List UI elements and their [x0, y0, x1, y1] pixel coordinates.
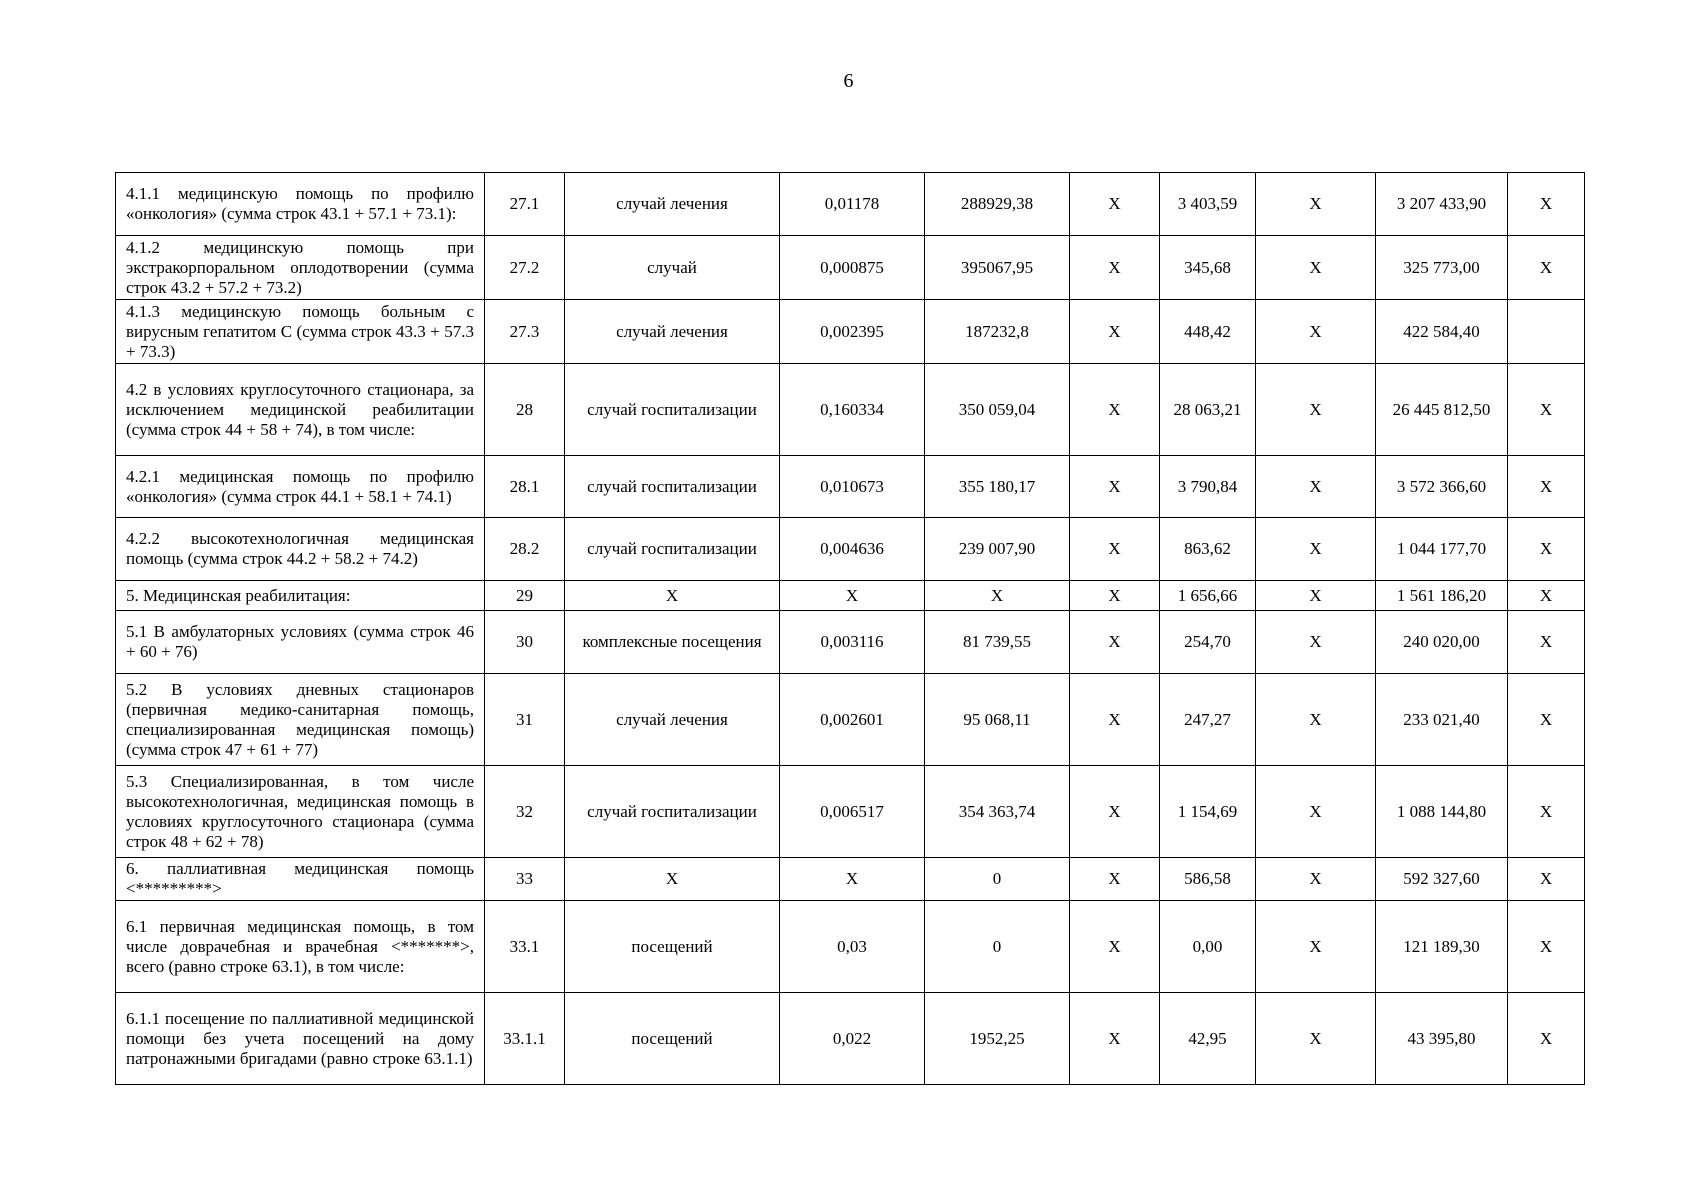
row-unit: X [565, 581, 780, 611]
row-name: 4.2.2 высокотехнологичная медицинская помощь (сумма строк 44.2 + 58.2 + 74.2) [116, 518, 485, 581]
row-name: 4.2.1 медицинская помощь по профилю «онкология» (сумма строк 44.1 + 58.1 + 74.1) [116, 456, 485, 518]
table-row [116, 236, 1585, 300]
row-col10: X [1508, 173, 1585, 236]
row-col6: X [1070, 611, 1160, 674]
row-col6: X [1070, 518, 1160, 581]
row-cost: 95 068,11 [925, 674, 1070, 766]
row-col9: 43 395,80 [1376, 993, 1508, 1085]
row-code: 28.1 [485, 456, 565, 518]
row-col7: 345,68 [1160, 236, 1256, 300]
table-row [116, 858, 1585, 901]
row-col8: X [1256, 518, 1376, 581]
row-cost: 288929,38 [925, 173, 1070, 236]
row-col8: X [1256, 901, 1376, 993]
row-cost: 350 059,04 [925, 364, 1070, 456]
row-unit: случай госпитализации [565, 364, 780, 456]
row-cost: 1952,25 [925, 993, 1070, 1085]
row-name: 4.1.3 медицинскую помощь больным с вирусным гепатитом С (сумма строк 43.3 + 57.3 + 73.3) [116, 300, 485, 364]
row-col9: 121 189,30 [1376, 901, 1508, 993]
row-col6: X [1070, 456, 1160, 518]
row-unit: случай лечения [565, 173, 780, 236]
row-col9: 240 020,00 [1376, 611, 1508, 674]
row-col8: X [1256, 858, 1376, 901]
row-unit: случай госпитализации [565, 766, 780, 858]
row-volume: X [780, 858, 925, 901]
row-col8: X [1256, 300, 1376, 364]
row-col6: X [1070, 993, 1160, 1085]
row-col8: X [1256, 766, 1376, 858]
row-col6: X [1070, 581, 1160, 611]
row-volume: 0,160334 [780, 364, 925, 456]
row-unit: случай [565, 236, 780, 300]
row-col10: X [1508, 766, 1585, 858]
row-col10: X [1508, 674, 1585, 766]
table-row [116, 456, 1585, 518]
row-volume: 0,000875 [780, 236, 925, 300]
row-col9: 233 021,40 [1376, 674, 1508, 766]
row-col10: X [1508, 364, 1585, 456]
row-name: 5.1 В амбулаторных условиях (сумма строк 46 + 60 + 76) [116, 611, 485, 674]
row-unit: случай госпитализации [565, 518, 780, 581]
table-row [116, 364, 1585, 456]
row-col10: X [1508, 581, 1585, 611]
row-col7: 247,27 [1160, 674, 1256, 766]
row-col9: 3 207 433,90 [1376, 173, 1508, 236]
row-col7: 863,62 [1160, 518, 1256, 581]
table-row [116, 518, 1585, 581]
row-col6: X [1070, 858, 1160, 901]
row-code: 30 [485, 611, 565, 674]
row-code: 33.1 [485, 901, 565, 993]
table-row [116, 300, 1585, 364]
row-col6: X [1070, 236, 1160, 300]
row-name: 5.2 В условиях дневных стационаров (первичная медико-санитарная помощь, специализированная медицинская помощь) (сумма строк 47 + 61 + 77) [116, 674, 485, 766]
row-unit: случай лечения [565, 674, 780, 766]
row-volume: 0,002395 [780, 300, 925, 364]
row-col10: X [1508, 858, 1585, 901]
table-row [116, 766, 1585, 858]
row-name: 5. Медицинская реабилитация: [116, 581, 485, 611]
row-volume: 0,010673 [780, 456, 925, 518]
row-col10 [1508, 300, 1585, 364]
row-cost: 187232,8 [925, 300, 1070, 364]
row-unit: посещений [565, 901, 780, 993]
row-col8: X [1256, 581, 1376, 611]
row-col9: 26 445 812,50 [1376, 364, 1508, 456]
row-volume: 0,003116 [780, 611, 925, 674]
row-col6: X [1070, 674, 1160, 766]
row-col7: 448,42 [1160, 300, 1256, 364]
row-col7: 42,95 [1160, 993, 1256, 1085]
row-cost: X [925, 581, 1070, 611]
table-row [116, 901, 1585, 993]
row-name: 4.1.2 медицинскую помощь при экстракорпоральном оплодотворении (сумма строк 43.2 + 57.2 + 73.2) [116, 236, 485, 300]
row-col7: 28 063,21 [1160, 364, 1256, 456]
row-cost: 239 007,90 [925, 518, 1070, 581]
row-col10: X [1508, 993, 1585, 1085]
row-col6: X [1070, 901, 1160, 993]
row-unit: комплексные посещения [565, 611, 780, 674]
row-cost: 395067,95 [925, 236, 1070, 300]
row-col8: X [1256, 674, 1376, 766]
row-unit: посещений [565, 993, 780, 1085]
row-cost: 81 739,55 [925, 611, 1070, 674]
row-name: 5.3 Специализированная, в том числе высокотехнологичная, медицинская помощь в условиях круглосуточного стационара (сумма строк 48 + 62 + 78) [116, 766, 485, 858]
row-cost: 355 180,17 [925, 456, 1070, 518]
row-col7: 3 790,84 [1160, 456, 1256, 518]
row-code: 27.2 [485, 236, 565, 300]
row-name: 6. паллиативная медицинская помощь <*********> [116, 858, 485, 901]
row-col6: X [1070, 173, 1160, 236]
row-code: 31 [485, 674, 565, 766]
row-col9: 1 044 177,70 [1376, 518, 1508, 581]
row-code: 33 [485, 858, 565, 901]
table-row [116, 581, 1585, 611]
row-name: 4.1.1 медицинскую помощь по профилю «онкология» (сумма строк 43.1 + 57.1 + 73.1): [116, 173, 485, 236]
row-volume: 0,006517 [780, 766, 925, 858]
row-col9: 1 088 144,80 [1376, 766, 1508, 858]
row-col7: 3 403,59 [1160, 173, 1256, 236]
row-col9: 592 327,60 [1376, 858, 1508, 901]
row-col9: 325 773,00 [1376, 236, 1508, 300]
row-col10: X [1508, 456, 1585, 518]
row-col6: X [1070, 300, 1160, 364]
row-code: 33.1.1 [485, 993, 565, 1085]
row-code: 29 [485, 581, 565, 611]
row-col7: 254,70 [1160, 611, 1256, 674]
row-col9: 3 572 366,60 [1376, 456, 1508, 518]
page-number: 6 [843, 70, 854, 92]
row-unit: случай госпитализации [565, 456, 780, 518]
row-name: 6.1 первичная медицинская помощь, в том числе доврачебная и врачебная <*******>, всего (равно строке 63.1), в том числе: [116, 901, 485, 993]
row-col8: X [1256, 456, 1376, 518]
row-code: 28.2 [485, 518, 565, 581]
row-unit: X [565, 858, 780, 901]
table-row [116, 674, 1585, 766]
row-code: 27.3 [485, 300, 565, 364]
row-col8: X [1256, 611, 1376, 674]
row-col8: X [1256, 173, 1376, 236]
row-col7: 586,58 [1160, 858, 1256, 901]
row-name: 6.1.1 посещение по паллиативной медицинской помощи без учета посещений на дому патронажными бригадами (равно строке 63.1.1) [116, 993, 485, 1085]
row-cost: 354 363,74 [925, 766, 1070, 858]
row-col7: 1 154,69 [1160, 766, 1256, 858]
row-col10: X [1508, 518, 1585, 581]
row-col6: X [1070, 766, 1160, 858]
row-code: 27.1 [485, 173, 565, 236]
row-volume: 0,01178 [780, 173, 925, 236]
row-col8: X [1256, 236, 1376, 300]
row-col7: 1 656,66 [1160, 581, 1256, 611]
data-table [115, 172, 1585, 1085]
row-volume: X [780, 581, 925, 611]
row-cost: 0 [925, 858, 1070, 901]
row-col10: X [1508, 901, 1585, 993]
row-volume: 0,002601 [780, 674, 925, 766]
row-volume: 0,004636 [780, 518, 925, 581]
row-name: 4.2 в условиях круглосуточного стационара, за исключением медицинской реабилитации (сумма строк 44 + 58 + 74), в том числе: [116, 364, 485, 456]
row-col10: X [1508, 611, 1585, 674]
row-col9: 422 584,40 [1376, 300, 1508, 364]
row-col7: 0,00 [1160, 901, 1256, 993]
row-volume: 0,03 [780, 901, 925, 993]
row-col8: X [1256, 364, 1376, 456]
row-col8: X [1256, 993, 1376, 1085]
row-volume: 0,022 [780, 993, 925, 1085]
row-col10: X [1508, 236, 1585, 300]
row-col9: 1 561 186,20 [1376, 581, 1508, 611]
row-code: 28 [485, 364, 565, 456]
table-row [116, 173, 1585, 236]
row-cost: 0 [925, 901, 1070, 993]
row-col6: X [1070, 364, 1160, 456]
row-unit: случай лечения [565, 300, 780, 364]
table-row [116, 611, 1585, 674]
table-row [116, 993, 1585, 1085]
row-code: 32 [485, 766, 565, 858]
